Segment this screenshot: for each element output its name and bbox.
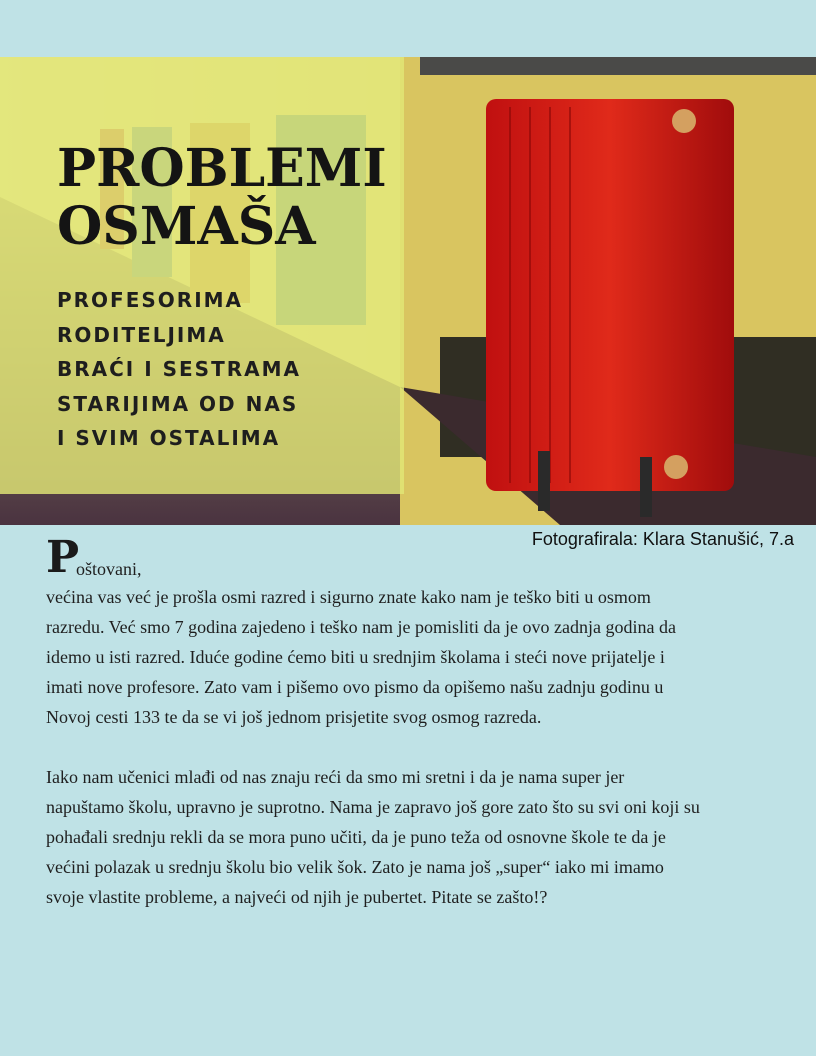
dedication-list [57, 283, 301, 456]
page-title [57, 140, 387, 256]
dedication-line: RODITELJIMA [57, 322, 226, 347]
dedication-line: BRAĆI I SESTRAMA [57, 357, 301, 381]
dedication-line: STARIJIMA OD NAS [57, 391, 299, 416]
paragraph-1: većina vas već je prošla osmi razred i sigurno znate kako nam je teško biti u osmom razredu. Već smo 7 godina zajedeno i teško nam je pomisliti da je ovo zadnja godina da idemo u isti razred. Iduće godine ćemo biti u srednjim školama i steći nove prijatelje i imati nove profesore. Zato vam i pišemo ovo pismo da opišemo našu zadnju godinu u Novoj cesti 133 te da se vi još jednom prisjetite svog osmog razreda. [46, 587, 676, 727]
dedication-line: PROFESORIMA [57, 288, 244, 312]
title-line-1: PROBLEMI [57, 138, 387, 199]
dedication-line: I SVIM OSTALIMA [57, 426, 281, 450]
greeting: oštovani, [76, 559, 142, 579]
photo-credit: Fotografirala: Klara Stanušić, 7.a [531, 529, 794, 549]
title-line-2: OSMAŠA [57, 196, 316, 257]
paragraph-2: Iako nam učenici mlađi od nas znaju reći da smo mi sretni i da je nama super jer napuštamo školu, upravno je suprotno. Nama je zapravo još gore zato što su svi oni koji su pohađali srednju rekli da se mora puno učiti, da je puno teža od osnovne škole te da je većini polazak u srednju školu bio velik šok. Zato je nama još „super“ iako mi imamo svoje vlastite probleme, a najveći od njih je pubertet. Pitate se zašto!? [46, 767, 700, 907]
drop-cap: P [46, 532, 80, 583]
